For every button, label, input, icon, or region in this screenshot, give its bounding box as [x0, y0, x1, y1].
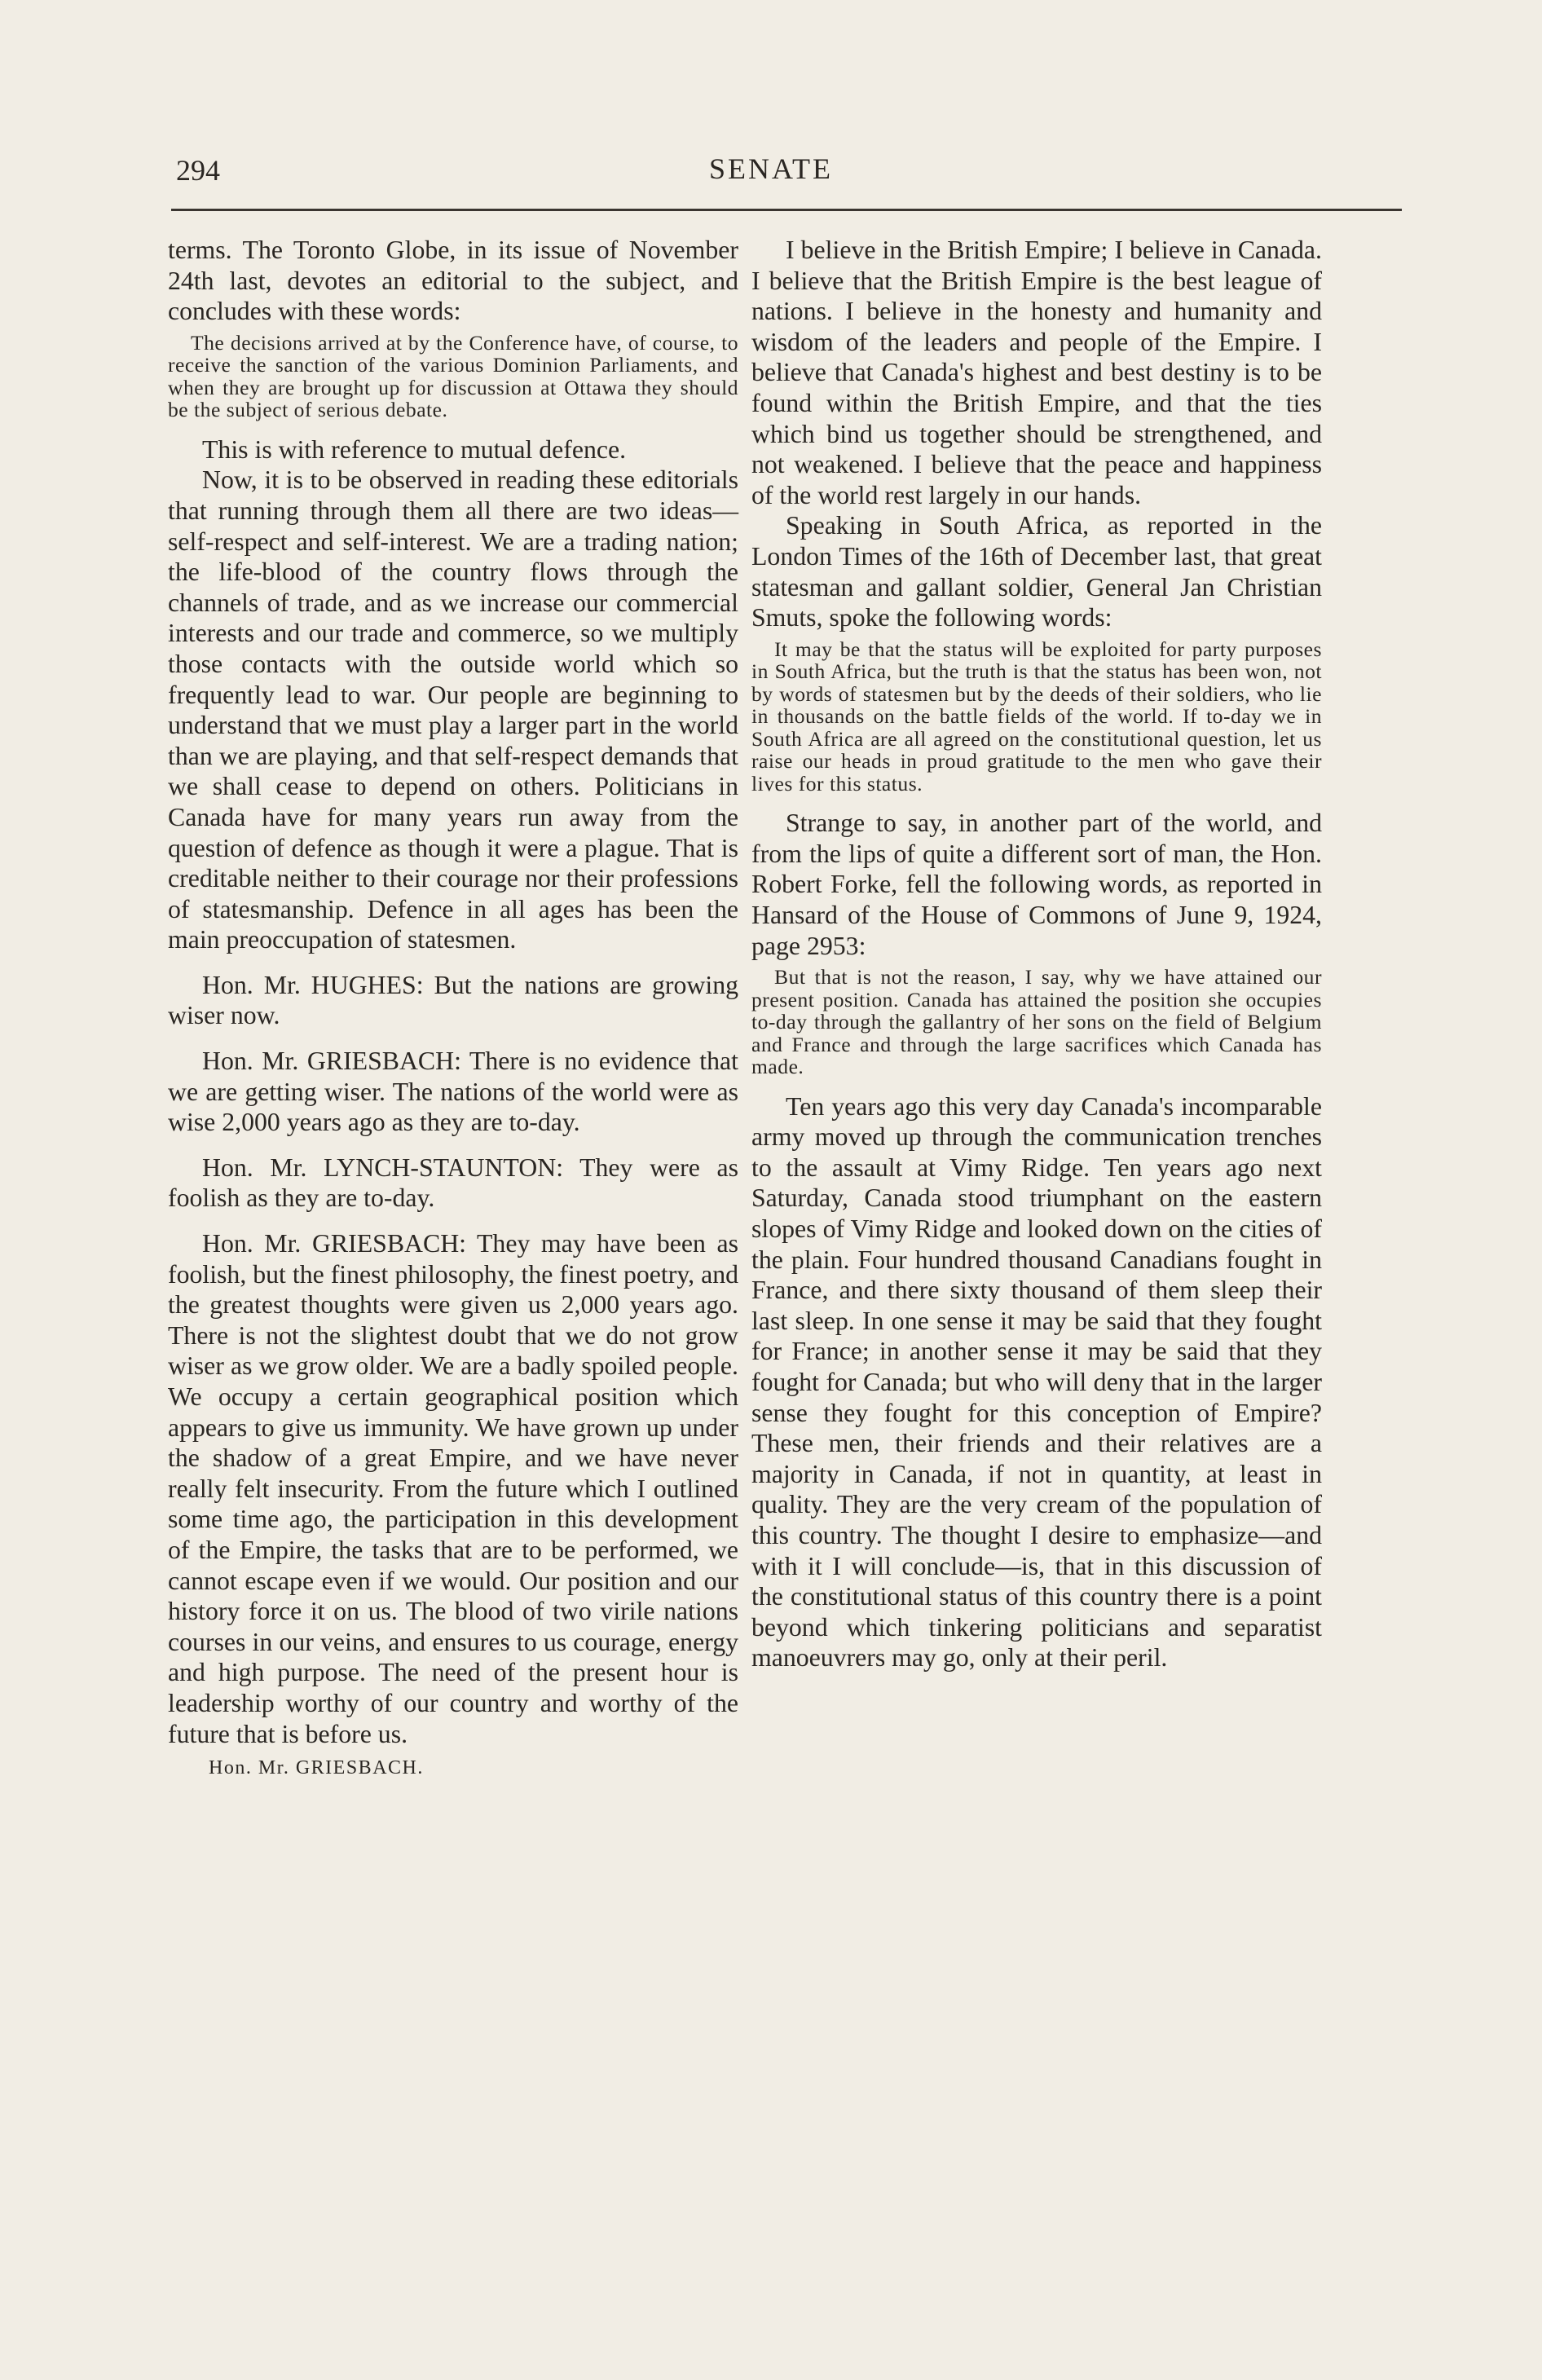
paragraph: I believe in the British Empire; I believe in Canada. I believe that the British Empire is the best league of nations. I believe in the honesty and humanity and wisdom of the leaders and people of the Empire. I believe that Canada's highest and best destiny is to be found within the British Empire, and that the ties which bind us together should be strengthened, and not weakened. I believe that the peace and happiness of the world rest largely in our hands.	[751, 236, 1322, 509]
right-column	[751, 235, 1322, 1673]
speaker-paragraph: Hon. Mr. LYNCH-STAUNTON: They were as foolish as they are to-day.	[168, 1153, 738, 1213]
running-head: SENATE	[709, 152, 833, 185]
paragraph: Now, it is to be observed in reading these editorials that running through them all there are two ideas—self-respect and self-interest. We are a trading nation; the life-blood of the country flows through the channels of trade, and as we increase our commercial interests and our trade and commerce, so we multiply those contacts with the outside world which so frequently lead to war. Our people are beginning to understand that we must play a larger part in the world than we are playing, and that self-respect demands that we shall cease to depend on others. Politicians in Canada have for many years run away from the question of defence as though it were a plague. That is creditable neither to their courage nor their professions of statesmanship. Defence in all ages has been the main preoccupation of statesmen.	[168, 465, 738, 954]
speaker-signature: Hon. Mr. GRIESBACH.	[209, 1757, 424, 1779]
header-rule	[171, 209, 1402, 211]
block-quote: It may be that the status will be exploited for party purposes in South Africa, but the truth is that the status has been won, not by words of statesmen but by the deeds of their soldiers, who lie in thousands on the battle fields of the world. If to-day we in South Africa are all agreed on the constitutional question, let us raise our heads in proud gratitude to the men who gave their lives for this status.	[751, 637, 1322, 796]
left-column	[168, 235, 738, 1779]
block-quote: The decisions arrived at by the Conference have, of course, to receive the sanction of the various Dominion Parliaments, and when they are brought up for discussion at Ottawa they should be the subject of serious debate.	[168, 330, 738, 422]
block-quote: But that is not the reason, I say, why we have attained our present position. Canada has attained the position she occupies to-day through the gallantry of her sons on the field of Belgium and France and through the large sacrifices which Canada has made.	[751, 965, 1322, 1079]
speaker-paragraph: Hon. Mr. GRIESBACH: They may have been as foolish, but the finest philosophy, the finest poetry, and the greatest thoughts were given us 2,000 years ago. There is not the slightest doubt that we do not grow wiser as we grow older. We are a badly spoiled people. We occupy a certain geographical position which appears to give us immunity. We have grown up under the shadow of a great Empire, and we have never really felt insecurity. From the future which I outlined some time ago, the participation in this development of the Empire, the tasks that are to be performed, we cannot escape even if we would. Our position and our history force it on us. The blood of two virile nations courses in our veins, and ensures to us courage, energy and high purpose. The need of the present hour is leadership worthy of our country and worthy of the future that is before us.	[168, 1229, 738, 1748]
paragraph: Ten years ago this very day Canada's incomparable army moved up through the communication trenches to the assault at Vimy Ridge. Ten years ago next Saturday, Canada stood triumphant on the eastern slopes of Vimy Ridge and looked down on the cities of the plain. Four hundred thousand Canadians fought in France, and there sixty thousand of them sleep their last sleep. In one sense it may be said that they fought for France; in another sense it may be said that they fought for Canada; but who will deny that in the larger sense they fought for this conception of Empire? These men, their friends and their relatives are a majority in Canada, if not in quantity, at least in quality. They are the very cream of the population of this country. The thought I desire to emphasize—and with it I will conclude—is, that in this discussion of the constitutional status of this country there is a point beyond which tinkering politicians and separatist manoeuvrers may go, only at their peril.	[751, 1091, 1322, 1673]
speaker-paragraph: Hon. Mr. HUGHES: But the nations are growing wiser now.	[168, 970, 738, 1030]
paragraph: terms. The Toronto Globe, in its issue of November 24th last, devotes an editorial to the subject, and concludes with these words:	[168, 236, 738, 326]
speaker-paragraph: Hon. Mr. GRIESBACH: There is no evidence that we are getting wiser. The nations of the world were as wise 2,000 years ago as they are to-day.	[168, 1047, 738, 1137]
paragraph: This is with reference to mutual defence.	[202, 434, 627, 464]
paragraph: Speaking in South Africa, as reported in the London Times of the 16th of December last, that great statesman and gallant soldier, General Jan Christian Smuts, spoke the following words:	[751, 511, 1322, 632]
paragraph: Strange to say, in another part of the world, and from the lips of quite a different sort of man, the Hon. Robert Forke, fell the following words, as reported in Hansard of the House of Commons of June 9, 1924, page 2953:	[751, 809, 1322, 960]
page-number: 294	[176, 154, 220, 187]
